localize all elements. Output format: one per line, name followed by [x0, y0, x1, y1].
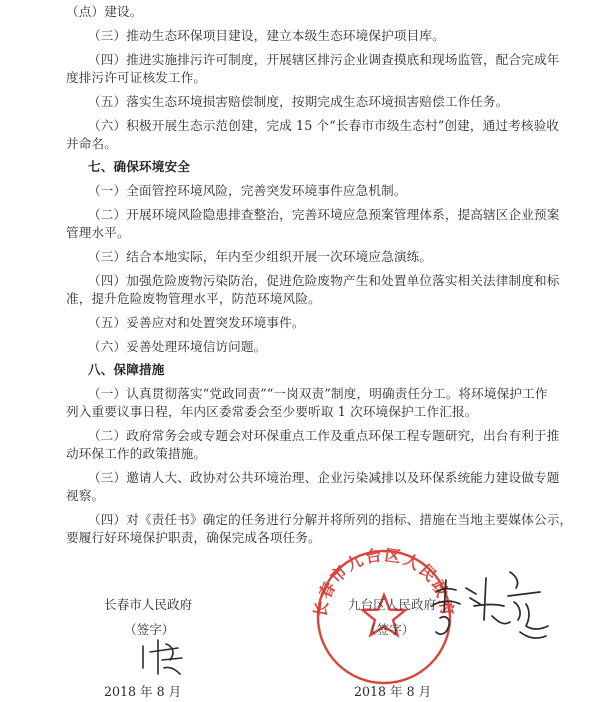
body-line: 准，提升危险废物管理水平，防范环境风险。 — [66, 291, 321, 306]
body-line: 度排污许可证核发工作。 — [66, 70, 207, 85]
body-line: 并命名。 — [66, 136, 117, 151]
body-line: 管理水平。 — [66, 225, 130, 240]
left-sign-date: 2018 年 8 月 — [104, 684, 182, 699]
section-heading: 七、确保环境安全 — [88, 159, 190, 174]
section-heading: 八、保障措施 — [88, 362, 165, 377]
stamp-text: 长春市九台区人民政府 — [310, 545, 458, 619]
body-line: （六）积极开展生态示范创建，完成 15 个“长春市市级生态村”创建，通过考核验收 — [88, 118, 560, 133]
body-line: 视察。 — [66, 488, 105, 503]
body-line: （六）妥善处理环境信访问题。 — [88, 339, 267, 354]
left-sign-note: （签字） — [124, 622, 175, 637]
right-signatory-org: 九台区人民政府 — [348, 597, 437, 612]
body-line: （二）政府常务会或专题会对环保重点工作及重点环保工程专题研究，出台有利于推 — [88, 428, 560, 443]
body-line: （四）加强危险废物污染防治，促进危险废物产生和处置单位落实相关法律制度和标 — [88, 273, 560, 288]
right-sign-note: （签字） — [364, 622, 415, 637]
body-line: （三）结合本地实际，年内至少组织开展一次环境应急演练。 — [88, 249, 433, 264]
body-line: （一）全面管控环境风险，完善突发环境事件应急机制。 — [88, 183, 407, 198]
body-line: （点）建设。 — [66, 4, 143, 19]
right-sign-date: 2018 年 8 月 — [354, 684, 432, 699]
body-line: （四）对《责任书》确定的任务进行分解并将所列的指标、措施在当地主要媒体公示， — [88, 512, 573, 527]
body-line: 列入重要议事日程，年内区委常委会至少要听取 1 次环境保护工作汇报。 — [66, 404, 478, 419]
left-signatory-org: 长春市人民政府 — [104, 597, 193, 612]
body-line: （四）推进实施排污许可制度，开展辖区排污企业调查摸底和现场监管，配合完成年 — [88, 52, 560, 67]
body-line: （三）推动生态环保项目建设，建立本级生态环境保护项目库。 — [88, 28, 445, 43]
body-line: 要履行好环境保护职责，确保完成各项任务。 — [66, 530, 321, 545]
body-line: （一）认真贯彻落实“党政同责”“一岗双责”制度，明确责任分工。将环境保护工作 — [88, 386, 548, 401]
body-line: （五）妥善应对和处置突发环境事件。 — [88, 315, 305, 330]
body-line: （三）邀请人大、政协对公共环境治理、企业污染减排以及环保系统能力建设做专题 — [88, 470, 560, 485]
body-line: 动环保工作的政策措施。 — [66, 446, 207, 461]
body-line: （二）开展环境风险隐患排查整治，完善环境应急预案管理体系，提高辖区企业预案 — [88, 207, 560, 222]
body-line: （五）落实生态环境损害赔偿制度，按期完成生态环境损害赔偿工作任务。 — [88, 94, 509, 109]
